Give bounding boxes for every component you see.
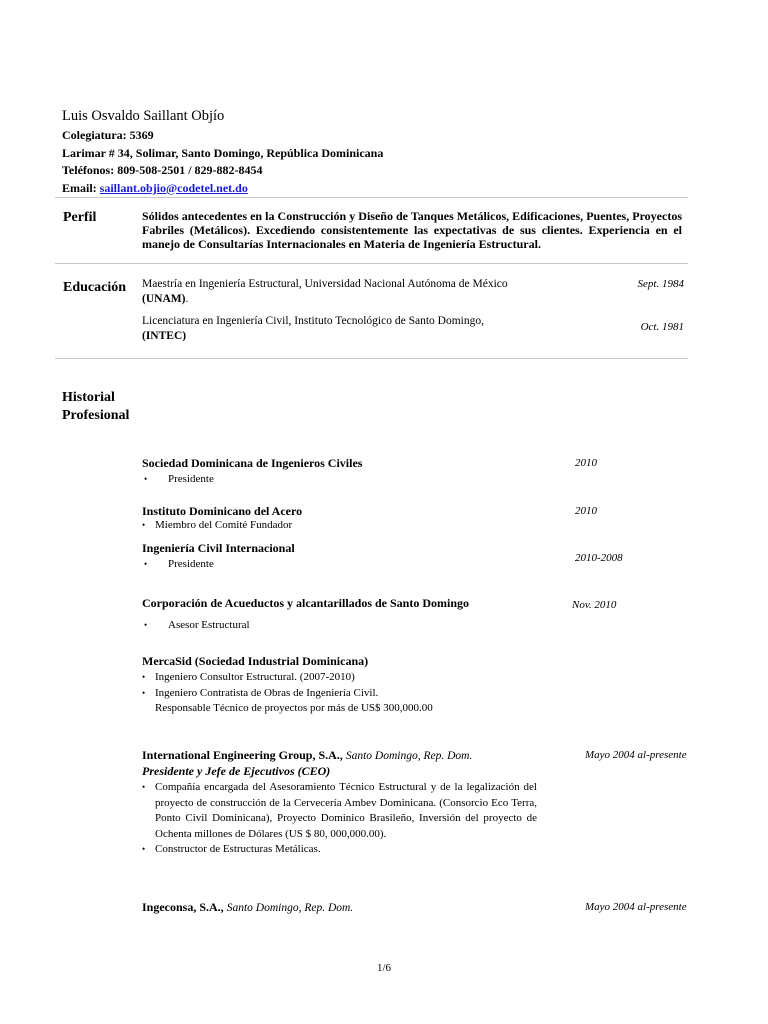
education-abbr: (UNAM) — [142, 293, 186, 305]
education-date: Sept. 1984 — [637, 278, 684, 290]
role-title: Presidente y Jefe de Ejecutivos (CEO) — [142, 764, 331, 778]
historial-heading-line: Historial — [62, 390, 115, 405]
perfil-heading: Perfil — [63, 210, 97, 225]
org-location: Santo Domingo, Rep. Dom. — [226, 902, 354, 914]
page-number: 1/6 — [376, 962, 392, 974]
address: Larimar # 34, Solimar, Santo Domingo, República Dominicana — [62, 145, 384, 160]
email-link[interactable]: saillant.objio@codetel.net.do — [99, 180, 248, 195]
divider — [55, 197, 688, 198]
bullet-list — [142, 518, 292, 534]
divider — [55, 358, 688, 359]
historial-heading — [62, 389, 129, 425]
list-item: • Asesor Estructural — [142, 618, 250, 634]
bullet-list — [142, 618, 250, 634]
org-name: Sociedad Dominicana de Ingenieros Civiles — [142, 456, 363, 470]
education-degree: Maestría en Ingeniería Estructural, Universidad Nacional Autónoma de México — [142, 278, 508, 290]
entry-date: 2010-2008 — [575, 552, 623, 564]
email-line — [62, 180, 383, 198]
list-item: • Presidente — [142, 472, 214, 488]
colegiatura: Colegiatura: 5369 — [62, 128, 154, 142]
perfil-text: Sólidos antecedentes en la Construcción y Diseño de Tanques Metálicos, Edificaciones, Puentes, Proyectos Fabriles (Metálicos). Excediendo consistentemente las expectativas de sus clientes. Experiencia en el manejo de Consultarías Internacionales en Materia de Ingeniería Estructural. — [142, 209, 682, 251]
entry-date: Mayo 2004 al-presente — [585, 749, 687, 761]
entry-date: 2010 — [575, 505, 597, 517]
education-item — [142, 314, 537, 344]
contact-block — [62, 127, 383, 197]
education-abbr: (INTEC) — [142, 330, 187, 342]
org-location: Santo Domingo, Rep. Dom. — [345, 750, 473, 762]
org-name — [142, 748, 472, 763]
historial-heading-line: Profesional — [62, 408, 130, 423]
org-name — [142, 900, 353, 915]
email-label: Email: — [62, 180, 100, 195]
org-name-text: Ingeconsa, S.A., — [142, 900, 224, 914]
entry-date: 2010 — [575, 457, 597, 469]
education-degree: Licenciatura en Ingeniería Civil, Instituto Tecnológico de Santo Domingo, — [142, 315, 484, 327]
education-date: Oct. 1981 — [640, 321, 684, 333]
bullet-list — [142, 780, 537, 858]
phones: Teléfonos: 809-508-2501 / 829-882-8454 — [62, 163, 263, 177]
entry-date: Nov. 2010 — [572, 599, 617, 611]
org-name: Ingeniería Civil Internacional — [142, 541, 295, 555]
list-item: • Compañía encargada del Asesoramiento Técnico Estructural y de la legalización del proyecto de construcción de la Cervecería Ambev Dominicana. (Consorcio Eco Terra, Ponto Civil Dominicana), Proyecto Dominico Brasileño, Inversión del proyecto de Ochenta millones de Dólares (US $ 80, 000,000.00). — [142, 780, 537, 842]
bullet-list — [142, 472, 214, 488]
org-name: Instituto Dominicano del Acero — [142, 504, 303, 518]
divider — [55, 263, 688, 264]
list-item: • Ingeniero Consultor Estructural. (2007-2010) — [142, 670, 378, 686]
education-item: Maestría en Ingeniería Estructural, Universidad Nacional Autónoma de México (UNAM). — [142, 278, 508, 305]
org-name-text: International Engineering Group, S.A., — [142, 748, 343, 762]
bullet-list — [142, 670, 378, 701]
list-item: • Ingeniero Contratista de Obras de Ingeniería Civil. — [142, 686, 378, 702]
educacion-heading: Educación — [63, 280, 127, 295]
org-name: Corporación de Acueductos y alcantarillados de Santo Domingo — [142, 596, 470, 610]
list-item: • Presidente — [142, 557, 214, 573]
person-name: Luis Osvaldo Saillant Objío — [62, 108, 225, 124]
list-item: • Constructor de Estructuras Metálicas. — [142, 842, 537, 858]
continuation-text: Responsable Técnico de proyectos por más de US$ 300,000.00 — [155, 702, 433, 714]
list-item: • Miembro del Comité Fundador — [142, 518, 292, 534]
org-name: MercaSid (Sociedad Industrial Dominicana) — [142, 654, 369, 668]
entry-date: Mayo 2004 al-presente — [585, 901, 687, 913]
bullet-list — [142, 557, 214, 573]
